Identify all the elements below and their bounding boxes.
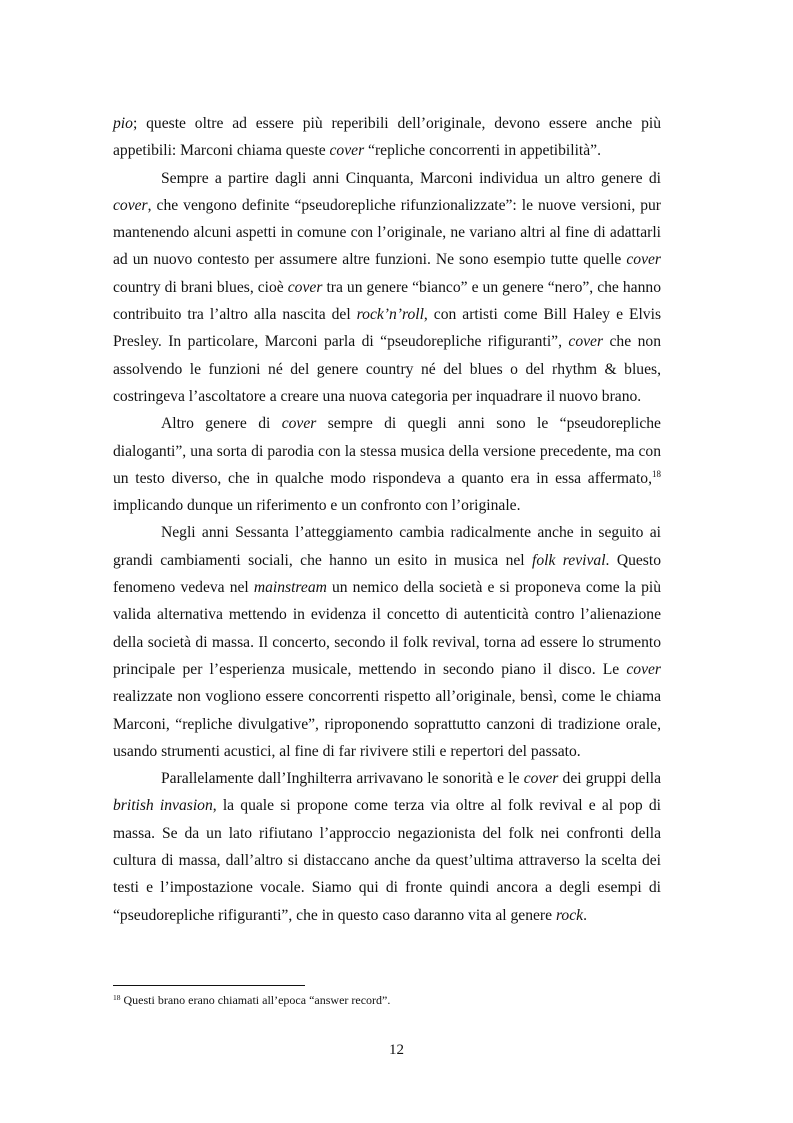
footnote-number: 18 (113, 993, 121, 1002)
italic-run: folk revival (532, 551, 606, 569)
text-run: Parallelamente dall’Inghilterra arrivavano le sonorità e le (161, 770, 524, 788)
italic-run: pio (113, 115, 133, 132)
text-run: ; queste oltre ad essere più reperibili dell’originale, devono essere anche più appetibili: Marconi chiama queste (113, 115, 661, 160)
footnote-18 (113, 992, 661, 1008)
body-paragraph (113, 410, 661, 519)
text-run: , la quale si propone come terza via oltre al folk revival e al pop di massa. Se da un lato rifiutano l’approccio negazionista del folk nei confronti della cultura di massa, dall’altro si distaccano anche da quest’ultima attraverso la scelta dei testi e l’impostazione vocale. Siamo qui di fronte quindi ancora a degli esempi di “pseudorepliche rifiguranti”, che in questo caso daranno vita al genere (113, 797, 662, 924)
italic-run: rock’n’roll (356, 306, 424, 324)
italic-run: cover (626, 660, 661, 678)
text-run: . Questo fenomeno vedeva nel (113, 551, 661, 597)
italic-run: cover (329, 142, 365, 160)
text-run: Sempre a partire dagli anni Cinquanta, Marconi individua un altro genere di (161, 169, 661, 187)
italic-run: cover (568, 333, 604, 351)
body-paragraph (113, 519, 661, 765)
text-run: che non assolvendo le funzioni né del genere country né del blues o del rhythm & blues, costringeva l’ascoltatore a creare una nuova categoria per inquadrare il nuovo brano. (113, 333, 661, 405)
italic-run: cover (523, 770, 559, 788)
text-run: sempre di quegli anni sono le “pseudorepliche dialoganti”, una sorta di parodia con la stessa musica della versione precedente, ma con un testo diverso, che in qualche modo rispondeva a quanto era in essa affermato, (113, 415, 661, 487)
text-run: implicando dunque un riferimento e un confronto con l’originale. (113, 497, 521, 515)
footnote-text: Questi brano erano chiamati all’epoca “answer record”. (120, 993, 391, 1007)
body-text (113, 110, 661, 929)
text-run: realizzate non vogliono essere concorrenti rispetto all’originale, bensì, come le chiama Marconi, “repliche divulgative”, riproponendo soprattutto canzoni di tradizione orale, usando strumenti acustici, al fine di far rivivere stili e repertori del passato. (113, 688, 661, 760)
text-run: . (583, 906, 587, 924)
italic-run: cover (287, 278, 323, 296)
text-run: “repliche concorrenti in appetibilità”. (364, 142, 601, 160)
italic-run: cover (281, 415, 317, 433)
footnote-reference: 18 (652, 468, 661, 479)
body-paragraph (113, 165, 661, 411)
body-paragraph (113, 765, 661, 929)
text-run: country di brani blues, cioè (113, 278, 288, 296)
text-run: un nemico della società e si proponeva come la più valida alternativa mettendo in evidenza il concetto di autenticità contro l’alienazione della società di massa. Il concerto, secondo il folk revival, torna ad essere lo strumento principale per l’esperienza musicale, mettendo in secondo piano il disco. Le (113, 579, 661, 678)
text-run: Negli anni Sessanta l’atteggiamento cambia radicalmente anche in seguito ai grandi cambiamenti sociali, che hanno un esito in musica nel (113, 524, 661, 569)
italic-run: mainstream (253, 579, 327, 597)
text-run: Altro genere di (161, 415, 282, 433)
italic-run: cover (626, 251, 661, 269)
body-paragraph (113, 110, 661, 165)
italic-run: british invasion (113, 797, 213, 815)
italic-run: cover (113, 196, 148, 214)
text-run: dei gruppi della (558, 770, 661, 788)
footnote-separator (113, 985, 305, 986)
text-run: tra un genere “bianco” e un genere “nero”, che hanno contribuito tra l’altro alla nascita del (113, 278, 661, 324)
text-run: , che vengono definite “pseudorepliche rifunzionalizzate”: le nuove versioni, pur mantenendo alcuni aspetti in comune con l’originale, ne variano altri al fine di adattarli ad un nuovo contesto per assumere altre funzioni. Ne sono esempio tutte quelle (113, 196, 661, 269)
page-number: 12 (389, 1042, 404, 1058)
italic-run: rock (555, 906, 584, 924)
text-run: , con artisti come Bill Haley e Elvis Presley. In particolare, Marconi parla di “pseudorepliche rifiguranti”, (113, 306, 662, 351)
